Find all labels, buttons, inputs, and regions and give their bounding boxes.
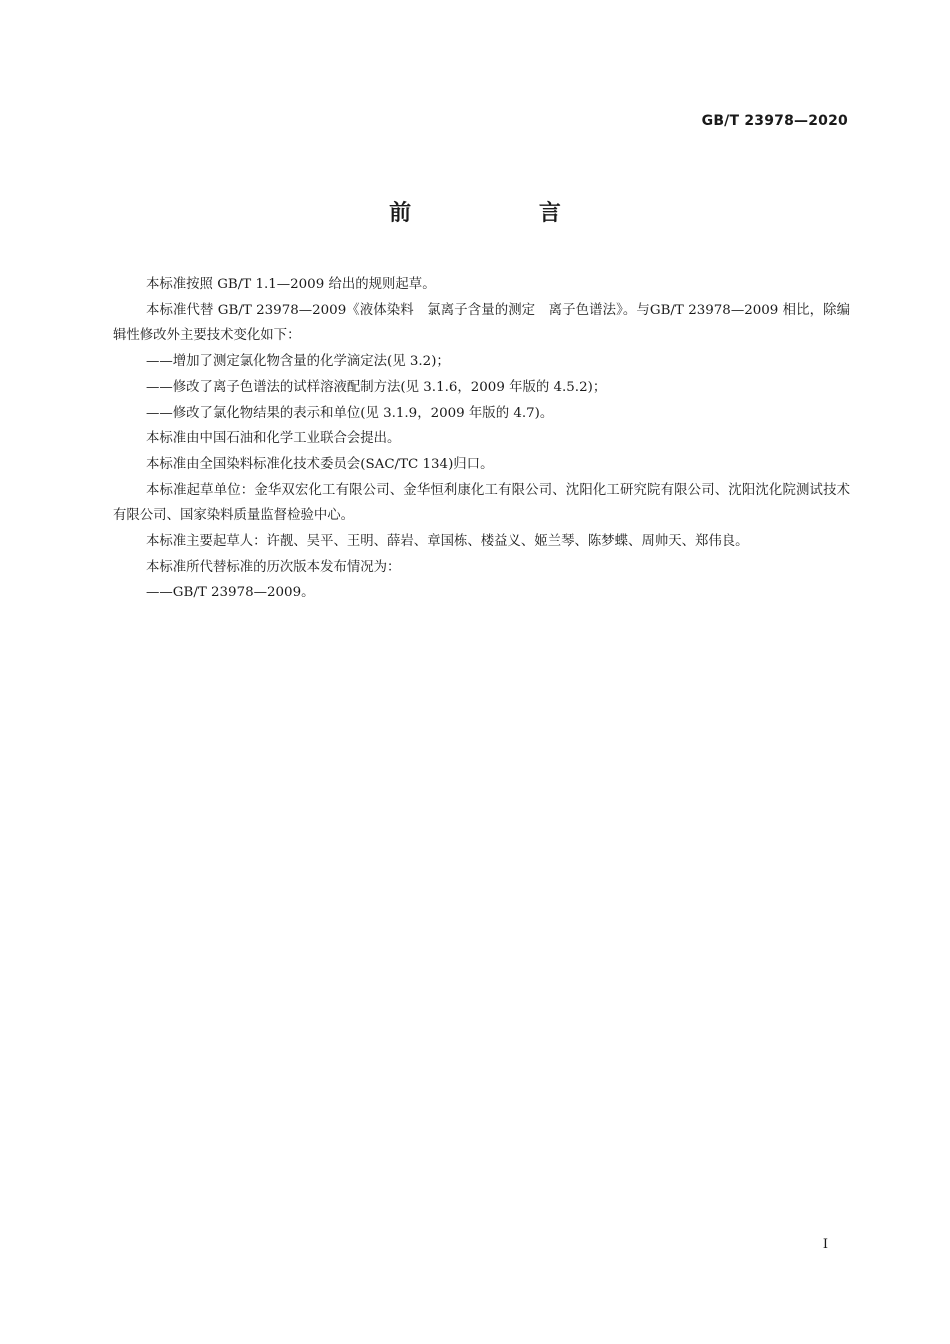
paragraph-change-item: ——增加了测定氯化物含量的化学滴定法(见 3.2)； bbox=[146, 354, 450, 370]
paragraph-drafting-rules: 本标准按照 GB/T 1.1—2009 给出的规则起草。 bbox=[146, 277, 436, 292]
paragraph-drafters: 本标准主要起草人：许靓、吴平、王明、薛岩、章国栋、楼益义、姬兰琴、陈梦蝶、周帅天、郑伟良。 bbox=[146, 534, 749, 550]
paragraph-administered-by: 本标准由全国染料标准化技术委员会(SAC/TC 134)归口。 bbox=[146, 456, 494, 472]
paragraph-change-item: ——修改了离子色谱法的试样溶液配制方法(见 3.1.6，2009 年版的 4.5.2)； bbox=[146, 379, 607, 395]
page-number: I bbox=[822, 1237, 828, 1252]
paragraph-change-item: ——修改了氯化物结果的表示和单位(见 3.1.9，2009 年版的 4.7)。 bbox=[146, 405, 554, 421]
foreword-body bbox=[113, 272, 850, 606]
paragraph-proposed-by: 本标准由中国石油和化学工业联合会提出。 bbox=[146, 431, 401, 447]
paragraph-drafting-organizations: 本标准起草单位：金华双宏化工有限公司、金华恒利康化工有限公司、沈阳化工研究院有限公司、沈阳沈化院测试技术有限公司、国家染料质量监督检验中心。 bbox=[113, 482, 850, 524]
page-title: 前 言 bbox=[389, 201, 621, 226]
paragraph-history-intro: 本标准所代替标准的历次版本发布情况为： bbox=[146, 559, 401, 575]
paragraph-replaces: 本标准代替 GB/T 23978—2009《液体染料 氯离子含量的测定 离子色谱法》。与GB/T 23978—2009 相比，除编辑性修改外主要技术变化如下： bbox=[113, 302, 850, 344]
standard-code: GB/T 23978—2020 bbox=[701, 113, 848, 129]
paragraph-history-item: ——GB/T 23978—2009。 bbox=[146, 585, 315, 601]
